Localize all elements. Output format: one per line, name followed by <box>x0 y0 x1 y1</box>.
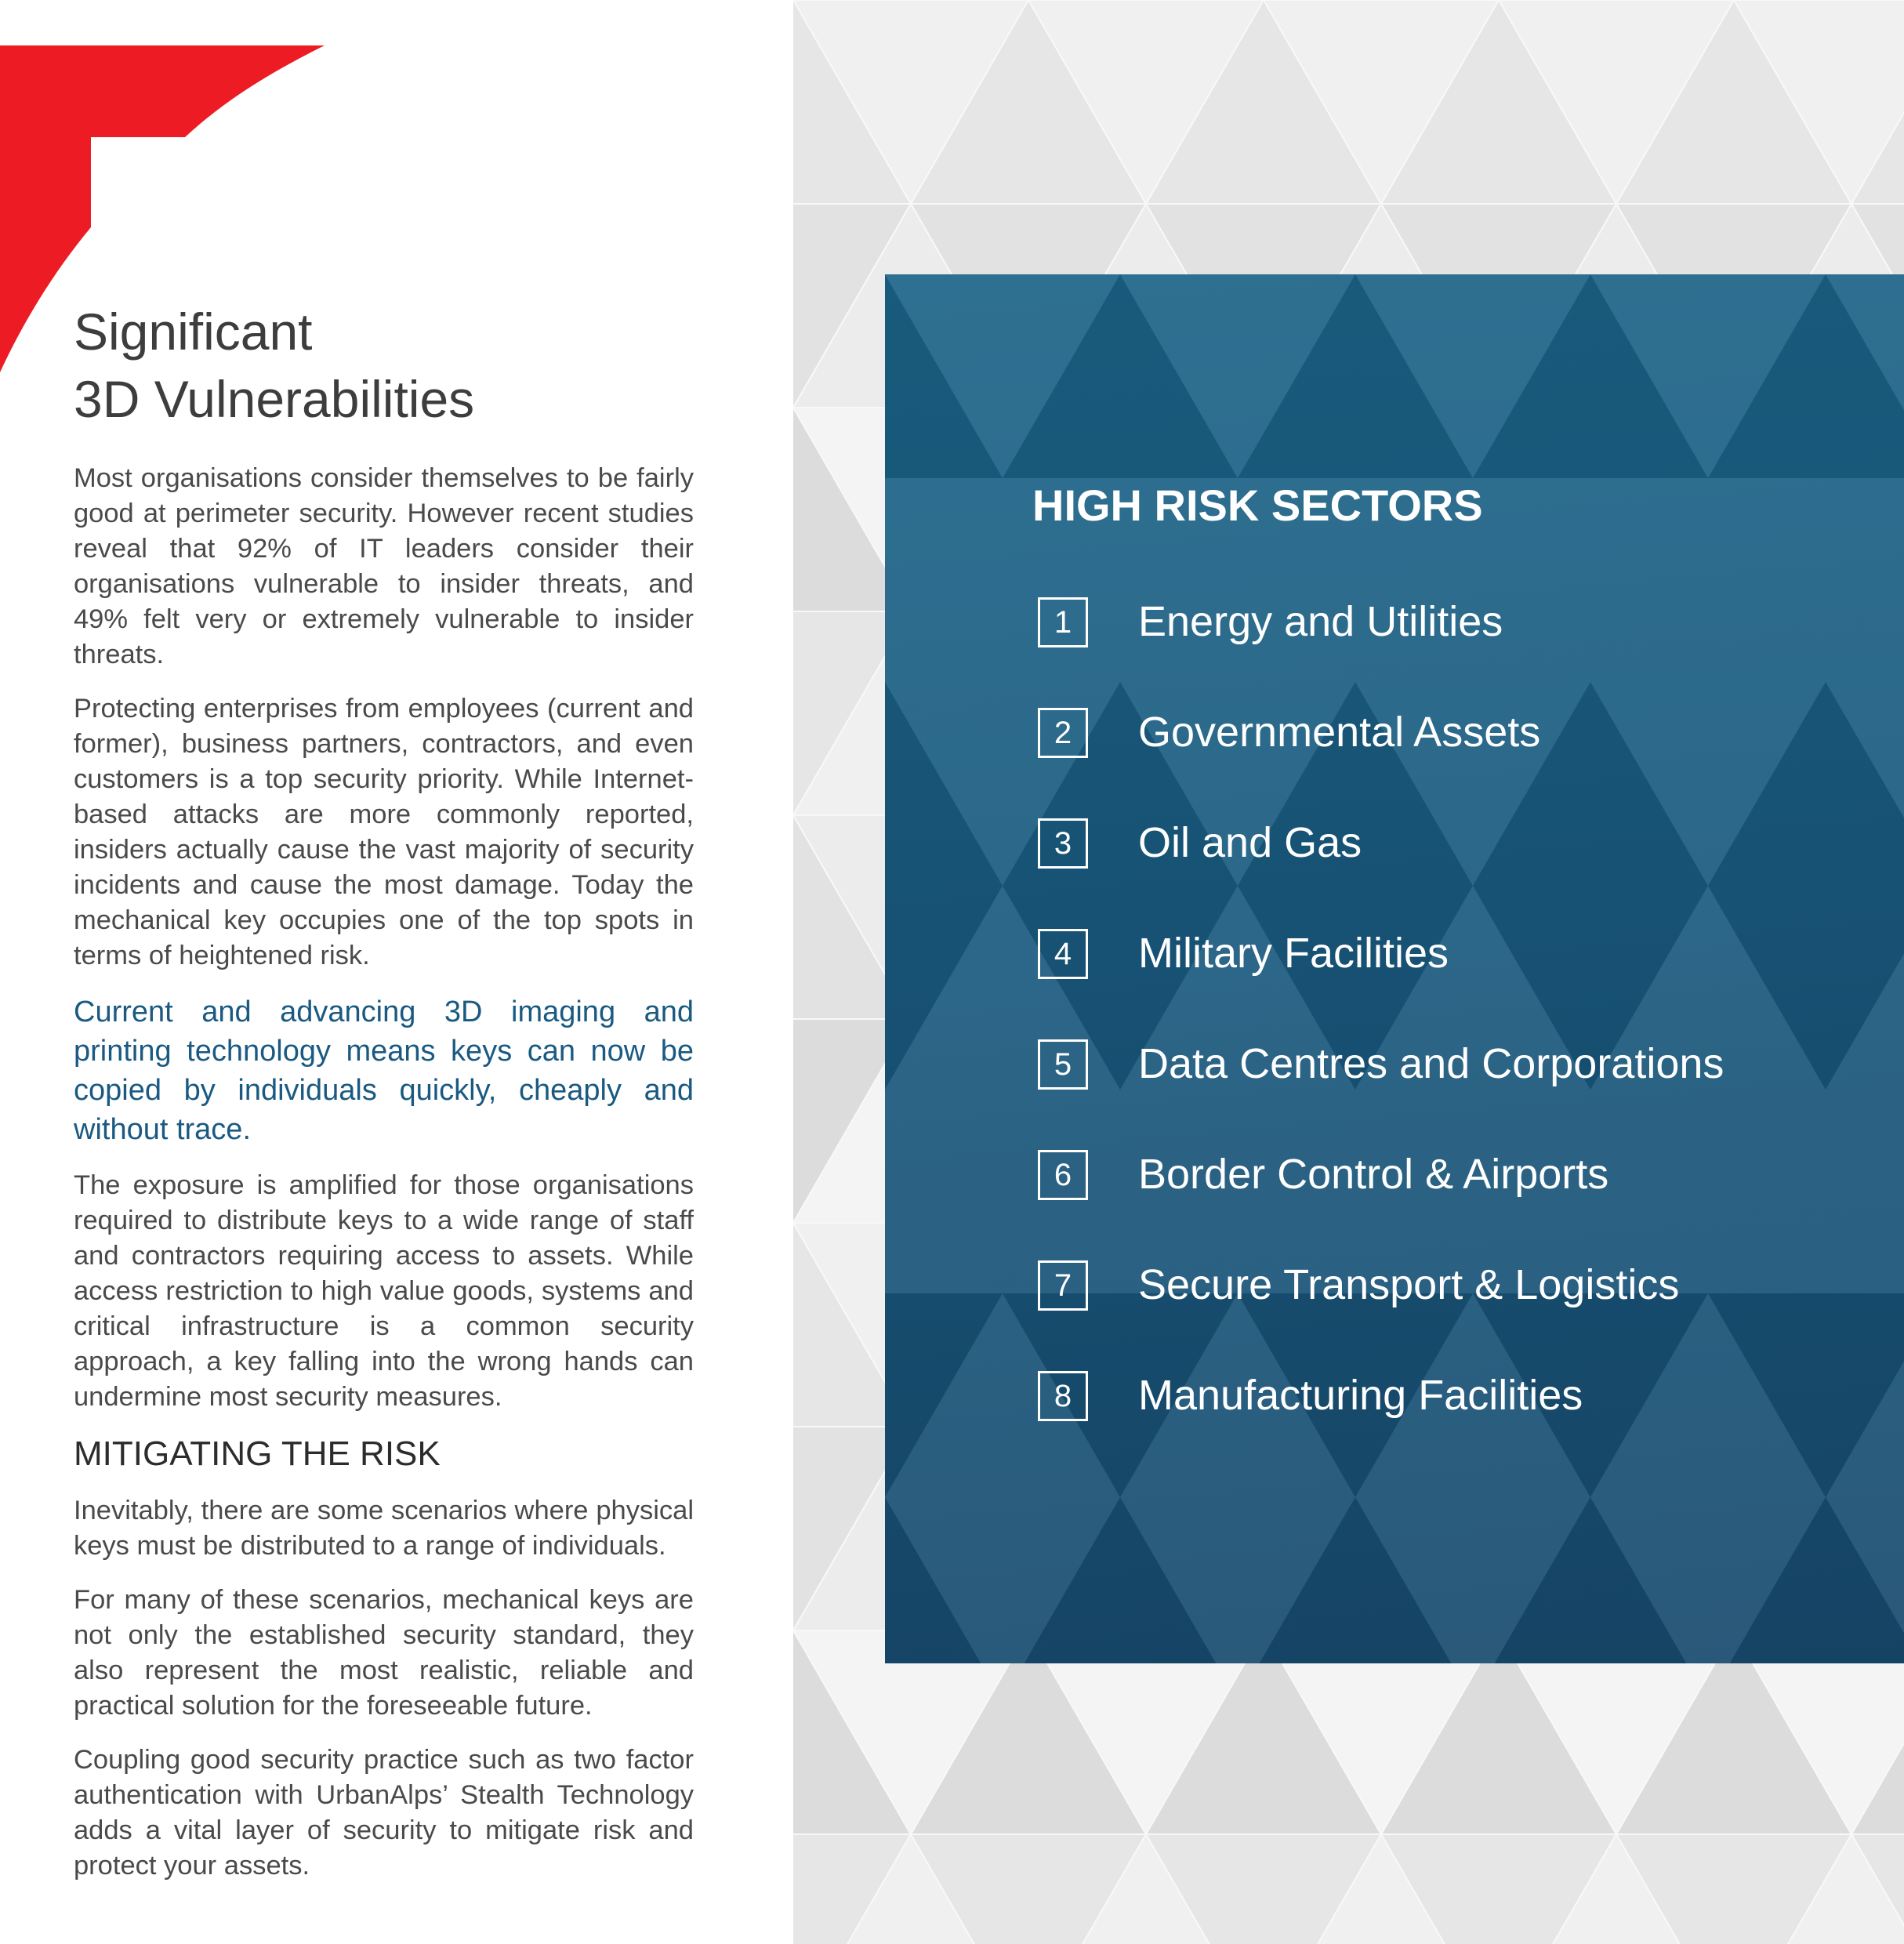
sectors-heading: HIGH RISK SECTORS <box>1032 481 1483 530</box>
page-title <box>74 298 474 433</box>
left-page <box>0 0 793 1944</box>
sector-number-badge: 5 <box>1038 1039 1088 1090</box>
sector-label: Military Facilities <box>1138 930 1449 977</box>
sector-number-badge: 6 <box>1038 1150 1088 1200</box>
sector-number-badge: 4 <box>1038 929 1088 979</box>
sector-label: Governmental Assets <box>1138 709 1541 756</box>
sector-number-badge: 2 <box>1038 708 1088 758</box>
paragraph: Coupling good security practice such as two factor authentication with UrbanAlps’ Stealth Technology adds a vital layer of security to mitigate risk and protect your assets. <box>74 1745 694 1881</box>
sector-number-badge: 1 <box>1038 597 1088 647</box>
high-risk-sectors-panel <box>885 274 1904 1663</box>
sector-list <box>1038 597 1884 1482</box>
sector-item-energy-utilities <box>1038 597 1884 708</box>
sector-label: Data Centres and Corporations <box>1138 1040 1724 1087</box>
paragraph: The exposure is amplified for those organisations required to distribute keys to a wide range of staff and contractors requiring access to assets. While access restriction to high value goods, systems and critical infrastructure is a common security approach, a key falling into the wrong hands can undermine most security measures. <box>74 1170 694 1412</box>
sector-item-border-control <box>1038 1150 1884 1260</box>
paragraph: For many of these scenarios, mechanical keys are not only the established security standard, they also represent the most realistic, reliable and practical solution for the foreseeable future. <box>74 1585 694 1721</box>
sector-item-military-facilities <box>1038 929 1884 1039</box>
article-body <box>74 461 694 1902</box>
sector-number-badge: 7 <box>1038 1260 1088 1311</box>
paragraph: Protecting enterprises from employees (current and former), business partners, contractors, and even customers is a top security priority. While Internet-based attacks are more commonly reported, insiders actually cause the vast majority of security incidents and cause the most damage. Today the mechanical key occupies one of the top spots in terms of heightened risk. <box>74 694 694 970</box>
sector-label: Secure Transport & Logistics <box>1138 1261 1680 1308</box>
sector-item-secure-transport <box>1038 1260 1884 1371</box>
sector-number-badge: 3 <box>1038 818 1088 869</box>
paragraph: Inevitably, there are some scenarios where physical keys must be distributed to a range of individuals. <box>74 1496 694 1561</box>
sector-label: Oil and Gas <box>1138 819 1362 866</box>
sector-item-manufacturing <box>1038 1371 1884 1482</box>
sector-label: Border Control & Airports <box>1138 1151 1609 1198</box>
paragraph: Most organisations consider themselves to be fairly good at perimeter security. However recent studies reveal that 92% of IT leaders consider their organisations vulnerable to insider threats, and 49% felt very or extremely vulnerable to insider threats. <box>74 463 694 669</box>
section-heading: MITIGATING THE RISK <box>74 1434 441 1473</box>
right-page <box>793 0 1904 1944</box>
sector-label: Manufacturing Facilities <box>1138 1372 1583 1419</box>
highlight-paragraph: Current and advancing 3D imaging and printing technology means keys can now be copied by individuals quickly, cheaply and without trace. <box>74 996 694 1146</box>
sector-label: Energy and Utilities <box>1138 598 1503 645</box>
title-line-1: Significant <box>74 303 313 361</box>
sector-item-governmental-assets <box>1038 708 1884 818</box>
sector-item-data-centres <box>1038 1039 1884 1150</box>
sector-item-oil-gas <box>1038 818 1884 929</box>
title-line-2: 3D Vulnerabilities <box>74 370 475 428</box>
sector-number-badge: 8 <box>1038 1371 1088 1421</box>
